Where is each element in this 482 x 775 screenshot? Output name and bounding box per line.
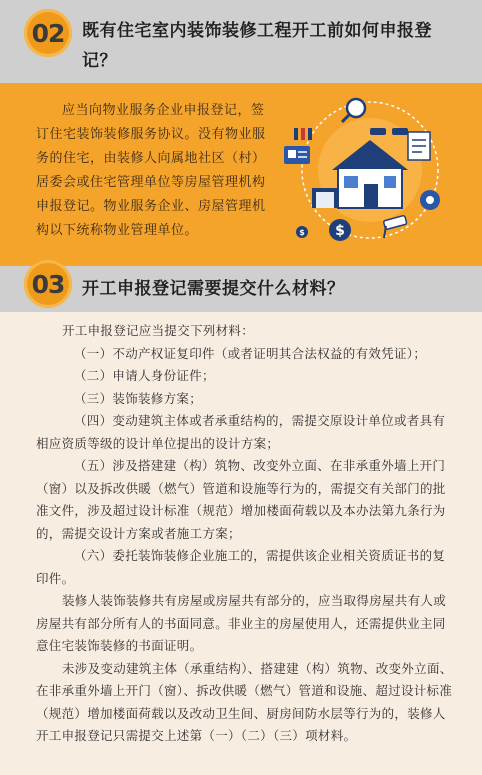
material-item-1: （一）不动产权证复印件（或者证明其合法权益的有效凭证）； (74, 345, 427, 361)
simplified-requirement-paragraph: 未涉及变动建筑主体（承重结构）、搭建建（构）筑物、改变外立面、在非承重外墙上开门（窗）、拆改供暖（燃气）管道和设施、超过设计标准（规范）增加楼面荷载以及改动卫生间、厨房间防水层等行为的，装修人开工申报登记只需提交上述第（一）（二）（三）项材料。 (36, 660, 453, 743)
section-02-question: 既有住宅室内装饰装修工程开工前如何申报登记？ (82, 21, 432, 71)
magnifier-icon (342, 99, 365, 122)
id-card-icon (284, 146, 310, 164)
people-icon (294, 128, 312, 140)
section-02-number: 02 (31, 18, 65, 48)
shared-property-paragraph: 装修人装饰装修共有房屋或房屋共有部分的，应当取得房屋共有人或房屋共有部分所有人的书面同意。非业主的房屋使用人，还需提供业主同意住宅装饰装修的书面证明。 (36, 593, 447, 653)
material-item-2: （二）申请人身份证件； (74, 368, 215, 383)
section-03-question: 开工申报登记需要提交什么材料？ (82, 279, 345, 299)
section-02-answer: 应当向物业服务企业申报登记，签订住宅装饰装修服务协议。没有物业服务的住宅，由装修人向属地社区（村）居委会或住宅管理单位等房屋管理机构申报登记。物业服务企业、房屋管理机构以下统称物业管理单位。 (36, 103, 266, 238)
section-03-number: 03 (31, 269, 65, 299)
material-item-4: （四）变动建筑主体或者承重结构的，需提交原设计单位或者具有相应资质等级的设计单位提出的设计方案； (36, 413, 446, 451)
material-item-6: （六）委托装饰装修企业施工的，需提供该企业相关资质证书的复印件。 (36, 548, 446, 586)
document-icon (408, 132, 430, 160)
material-item-5: （五）涉及搭建建（构）筑物、改变外立面、在非承重外墙上开门（窗）以及拆改供暖（燃气）管道和设施等行为的，需提交有关部门的批准文件，涉及超过设计标准（规范）增加楼面荷载以及本办法第九条行为的，需提交设计方案或者施工方案； (36, 458, 446, 541)
svg-text:$: $ (335, 223, 345, 239)
intro-paragraph: 开工申报登记应当提交下列材料： (62, 323, 255, 338)
section-02-header (0, 0, 482, 83)
material-item-3: （三）装饰装修方案； (74, 390, 203, 406)
section-02-number-badge (24, 9, 72, 57)
location-pin-icon (420, 190, 440, 210)
dollar-icon (296, 219, 351, 241)
house-illustration (280, 92, 460, 252)
section-03-header (0, 266, 482, 312)
svg-text:$: $ (299, 228, 305, 237)
section-03-number-badge (24, 260, 72, 308)
section-03-body (36, 320, 454, 748)
